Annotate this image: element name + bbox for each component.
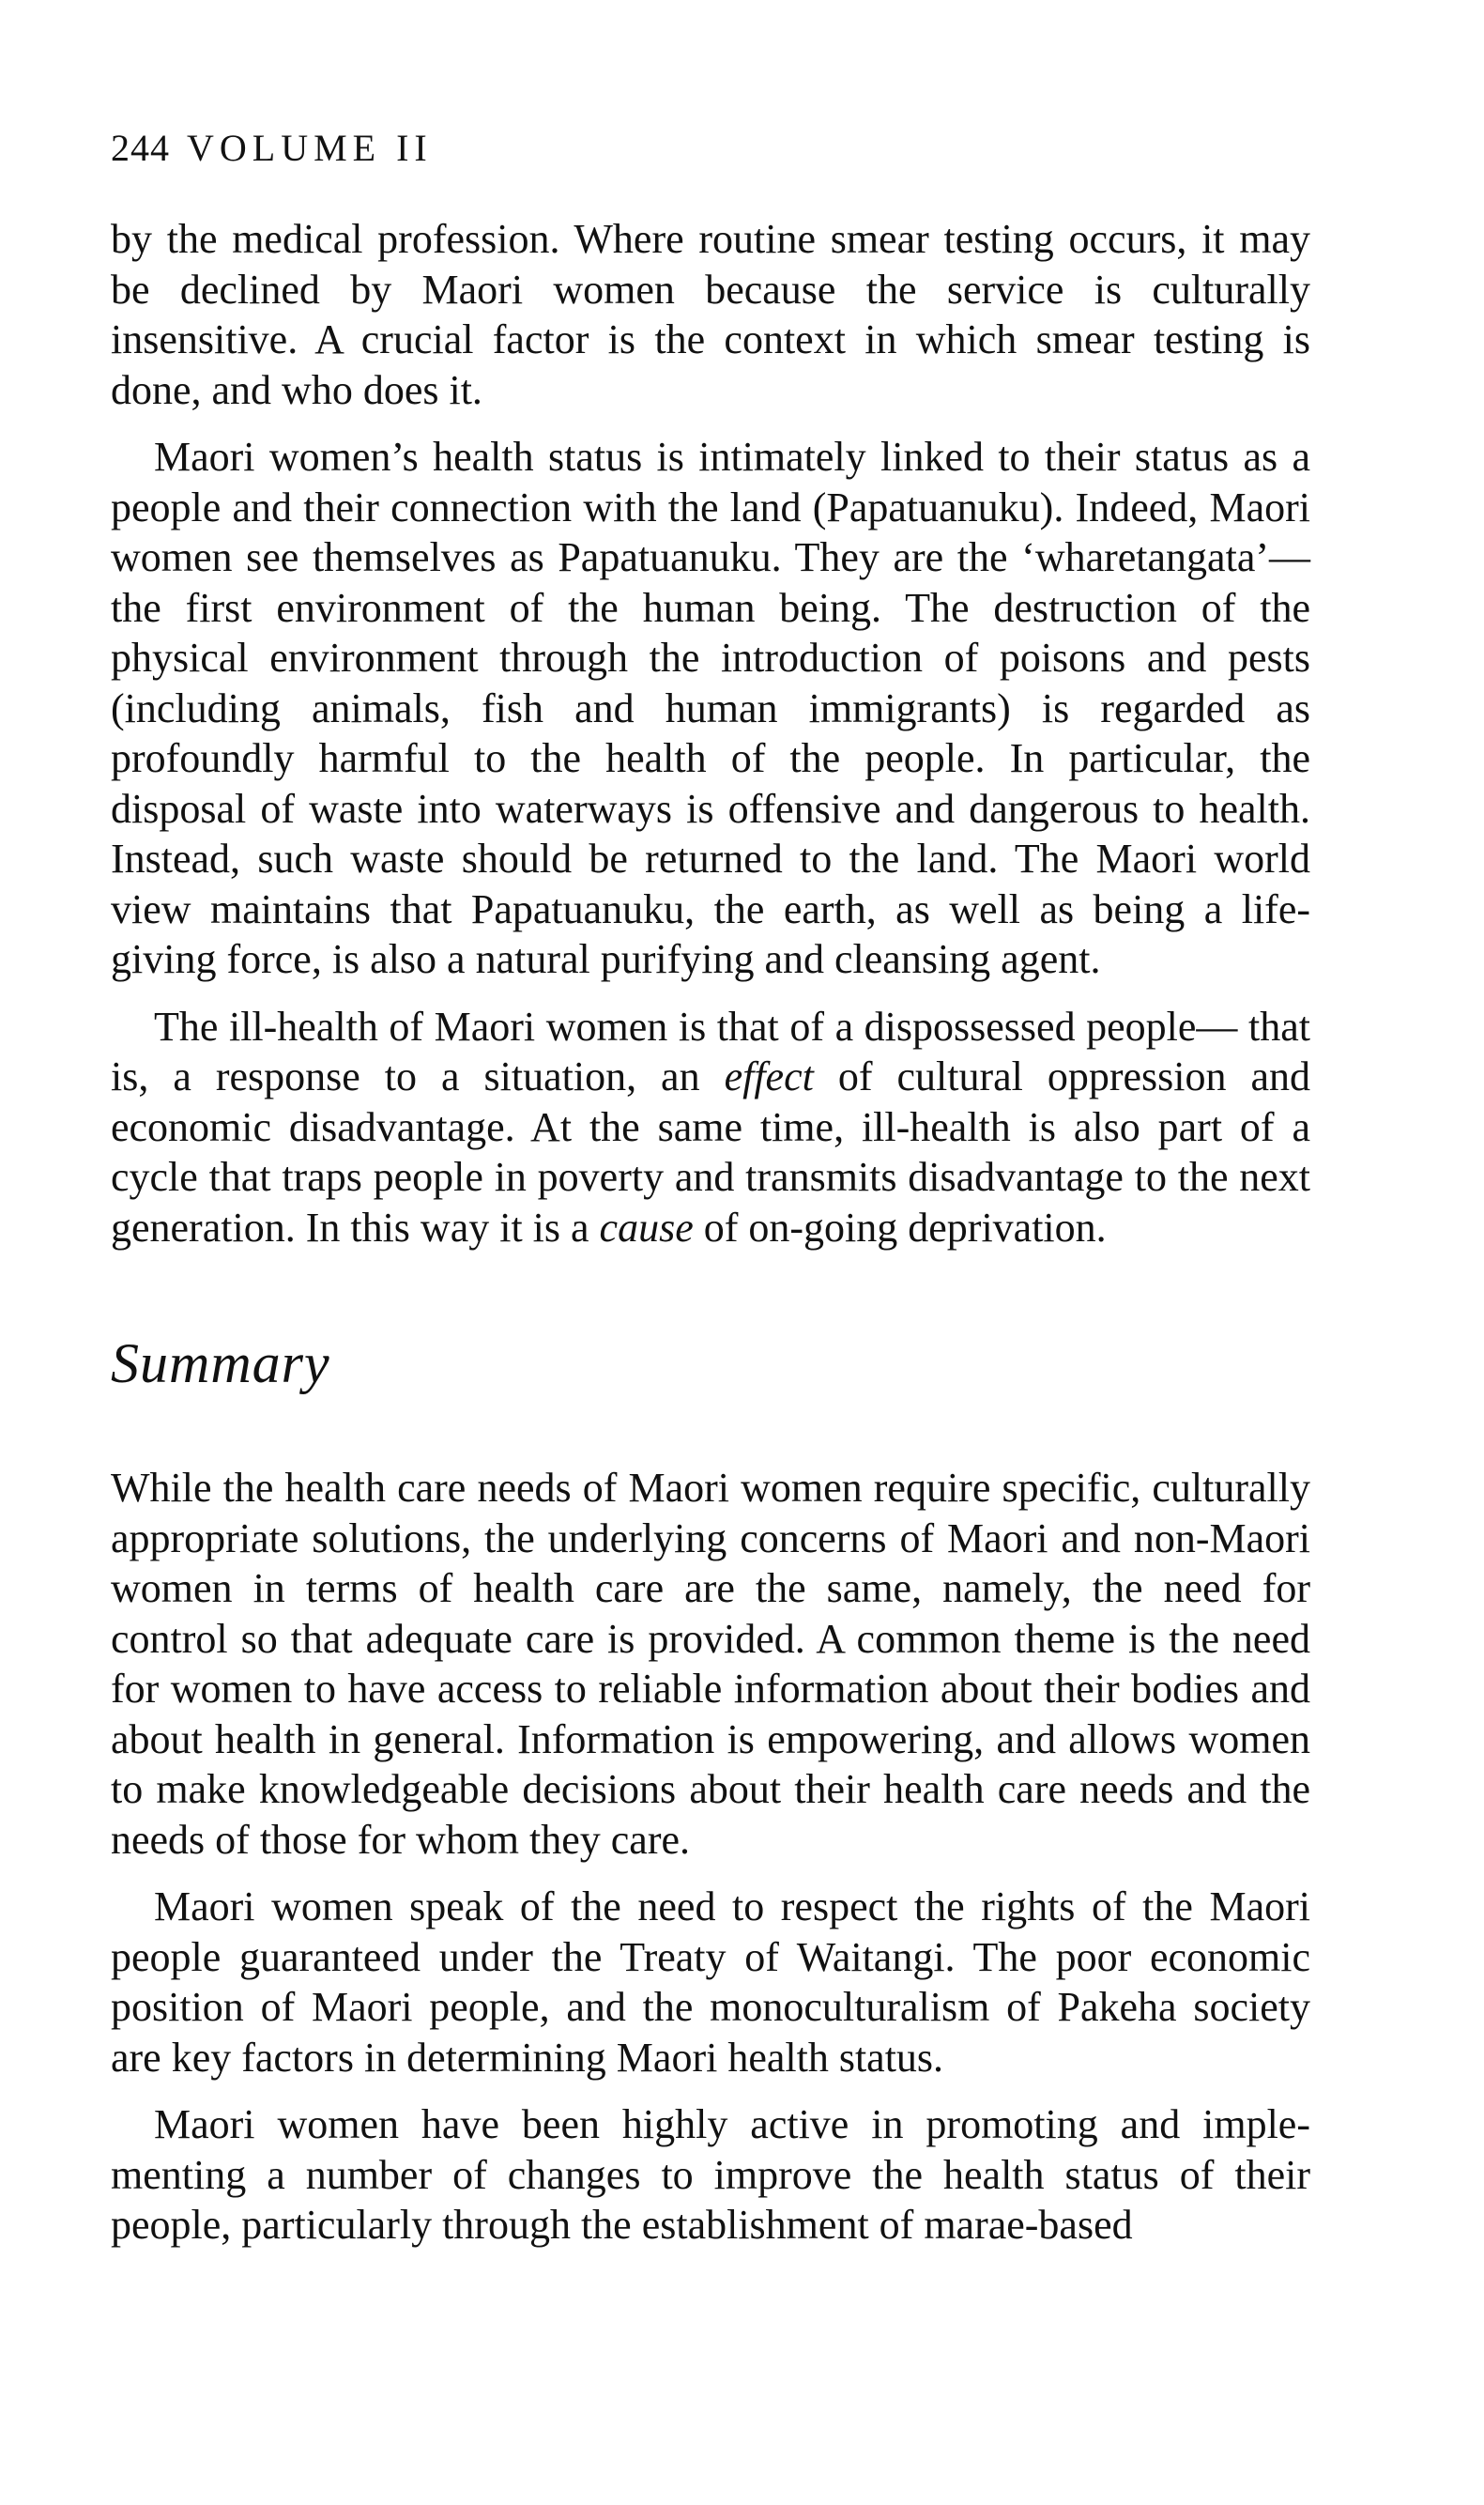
volume-label: VOLUME II: [187, 127, 433, 169]
section-heading: Summary: [111, 1332, 330, 1394]
page-number: 244: [111, 127, 170, 169]
emphasis-cause: cause: [599, 1204, 694, 1251]
paragraph-ill-health: [111, 1002, 1310, 1253]
paragraph-text: The ill-health of Maori women is that of a dispossessed people— that is, a response to a situation, an: [111, 1003, 1310, 1099]
paragraph-summary-needs: While the health care needs of Maori women require specific, culturally appropriate solutions, the underlying concerns of Maori and non-Maori women in terms of health care are the same, namely, the need for control so that adequate care is provided. A common theme is the need for women to have access to reliable information about their bodies and about health in general. Information is empowering, and allows women to make knowledgeable decisions about their health care needs and the needs of those for whom they care.: [111, 1465, 1310, 1863]
paragraph-marae: Maori women have been highly active in promoting and implementing a number of changes to improve the health status of their people, particularly through the establishment of marae-based: [111, 2101, 1310, 2248]
emphasis-effect: effect: [724, 1053, 814, 1099]
paragraph-treaty: Maori women speak of the need to respect the rights of the Maori people guaranteed under the Treaty of Waitangi. The poor economic position of Maori people, and the monoculturalism of Pakeha society are key factors in determining Maori health status.: [111, 1883, 1310, 2081]
paragraph-papatuanuku: Maori women’s health status is intimately linked to their status as a people and their connection with the land (Papatuanuku). Indeed, Maori women see themselves as Papatuanuku. They are the ‘wharetangata’—the first environment of the human being. The destruction of the physical environment through the introduction of poisons and pests (including animals, fish and human immigrants) is regarded as profoundly harmful to the health of the people. In particular, the disposal of waste into waterways is offensive and dangerous to health. Instead, such waste should be returned to the land. The Maori world view maintains that Papatuanuku, the earth, as well as being a life-giving force, is also a natural purifying and cleansing agent.: [111, 434, 1310, 982]
paragraph-continued: by the medical profession. Where routine smear testing occurs, it may be declined by Maori women because the service is culturally insensitive. A crucial factor is the context in which smear testing is done, and who does it.: [111, 216, 1310, 413]
running-head: [111, 127, 433, 169]
paragraph-text: of cultural oppression and economic disadvantage. At the same time, ill-health is also part of a cycle that traps people in poverty and transmits disadvantage to the next generation. In this way it is a: [111, 1053, 1311, 1251]
body-text: [111, 214, 1310, 2251]
paragraph-text: of on-going deprivation.: [693, 1204, 1107, 1251]
